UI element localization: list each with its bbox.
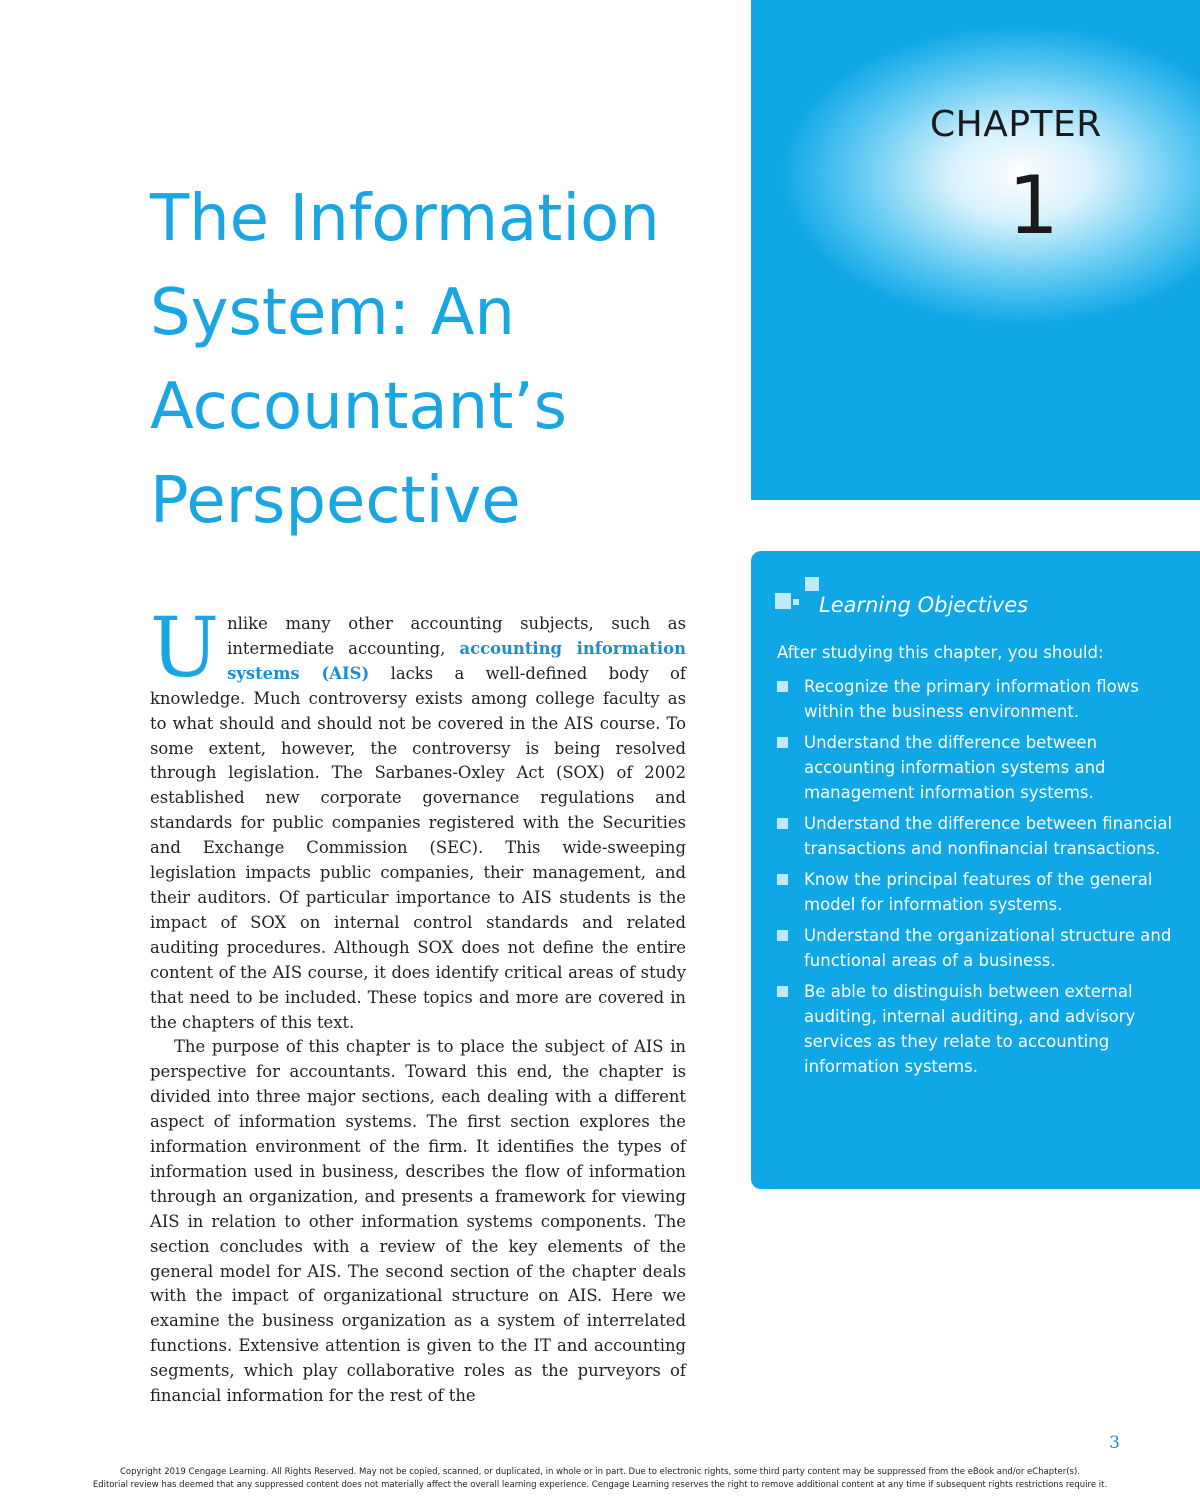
copyright-notice [0, 1466, 1200, 1492]
chapter-body [150, 601, 687, 1409]
list-item [777, 867, 1177, 917]
chapter-number: 1 [1008, 159, 1059, 252]
learning-objectives-list [777, 674, 1177, 1085]
list-item [777, 674, 1177, 724]
copyright-line: Copyright 2019 Cengage Learning. All Rights Reserved. May not be copied, scanned, or duplicated, in whole or in part. Due to electronic rights, some third party content may be suppressed from the eBook and/or eChapter(s). [119, 1467, 1081, 1477]
body-text-span: nlike many other accounting subjects, such as intermediate accounting, [227, 614, 686, 658]
copyright-line: Editorial review has deemed that any suppressed content does not materially affect the overall learning experience. Cengage Learning reserves the right to remove additional content at any time if subsequent rights restrictions require it. [92, 1480, 1108, 1490]
list-item [777, 730, 1177, 805]
title-line: The Information [150, 182, 660, 256]
objective-text: Recognize the primary information flows within the business environment. [804, 677, 1139, 721]
chapter-title [150, 172, 740, 548]
title-line: Accountant’s [150, 370, 567, 444]
objective-text: Understand the difference between financial transactions and nonfinancial transactions. [804, 814, 1173, 858]
learning-objectives-intro: After studying this chapter, you should: [777, 643, 1104, 662]
body-paragraph-1 [150, 601, 687, 1035]
square-bullet-icon [777, 681, 788, 692]
square-bullet-icon [777, 818, 788, 829]
squares-icon [775, 573, 801, 617]
body-paragraph-2: The purpose of this chapter is to place the subject of AIS in perspective for accountants. Toward this end, the chapter is divided into three major sections, each dealing with a different aspect of information systems. The first section explores the information environment of the firm. It identifies the types of information used in business, describes the flow of information through an organization, and presents a framework for viewing AIS in relation to other information systems components. The section concludes with a review of the key elements of the general model for AIS. The second section of the chapter deals with the impact of organizational structure on AIS. Here we examine the business organization as a system of interrelated functions. Extensive attention is given to the IT and accounting segments, which play collaborative roles as the purveyors of financial information for the rest of the [150, 1037, 686, 1406]
chapter-label: CHAPTER [930, 104, 1102, 145]
objective-text: Understand the difference between accounting information systems and management information systems. [804, 733, 1106, 802]
objective-text: Understand the organizational structure and functional areas of a business. [804, 926, 1172, 970]
objective-text: Know the principal features of the general model for information systems. [804, 870, 1153, 914]
list-item [777, 811, 1177, 861]
list-item [777, 979, 1177, 1079]
title-line: System: An [150, 276, 515, 350]
chapter-banner [751, 0, 1200, 500]
objective-text: Be able to distinguish between external auditing, internal auditing, and advisory services as they relate to accounting information systems. [804, 982, 1136, 1076]
learning-objectives-heading: Learning Objectives [819, 593, 1029, 617]
drop-cap: U [150, 601, 220, 696]
square-bullet-icon [777, 737, 788, 748]
title-line: Perspective [150, 464, 521, 538]
key-term-ais: accounting information systems (AIS) [227, 638, 687, 683]
page-number: 3 [1109, 1433, 1120, 1453]
square-bullet-icon [777, 986, 788, 997]
square-bullet-icon [777, 874, 788, 885]
learning-objectives-panel [751, 551, 1200, 1189]
list-item [777, 923, 1177, 973]
body-text-span: lacks a well-defined body of knowledge. Much controversy exists among college faculty as to what should and should not be covered in the AIS course. To some extent, however, the controversy is being resolved through legislation. The Sarbanes-Oxley Act (SOX) of 2002 established new corporate governance regulations and standards for public companies registered with the Securities and Exchange Commission (SEC). This wide-sweeping legislation impacts public companies, their management, and their auditors. Of particular importance to AIS students is the impact of SOX on internal control standards and related auditing procedures. Although SOX does not define the entire content of the AIS course, it does identify critical areas of study that need to be included. These topics and more are covered in the chapters of this text. [150, 663, 686, 1032]
square-bullet-icon [777, 930, 788, 941]
